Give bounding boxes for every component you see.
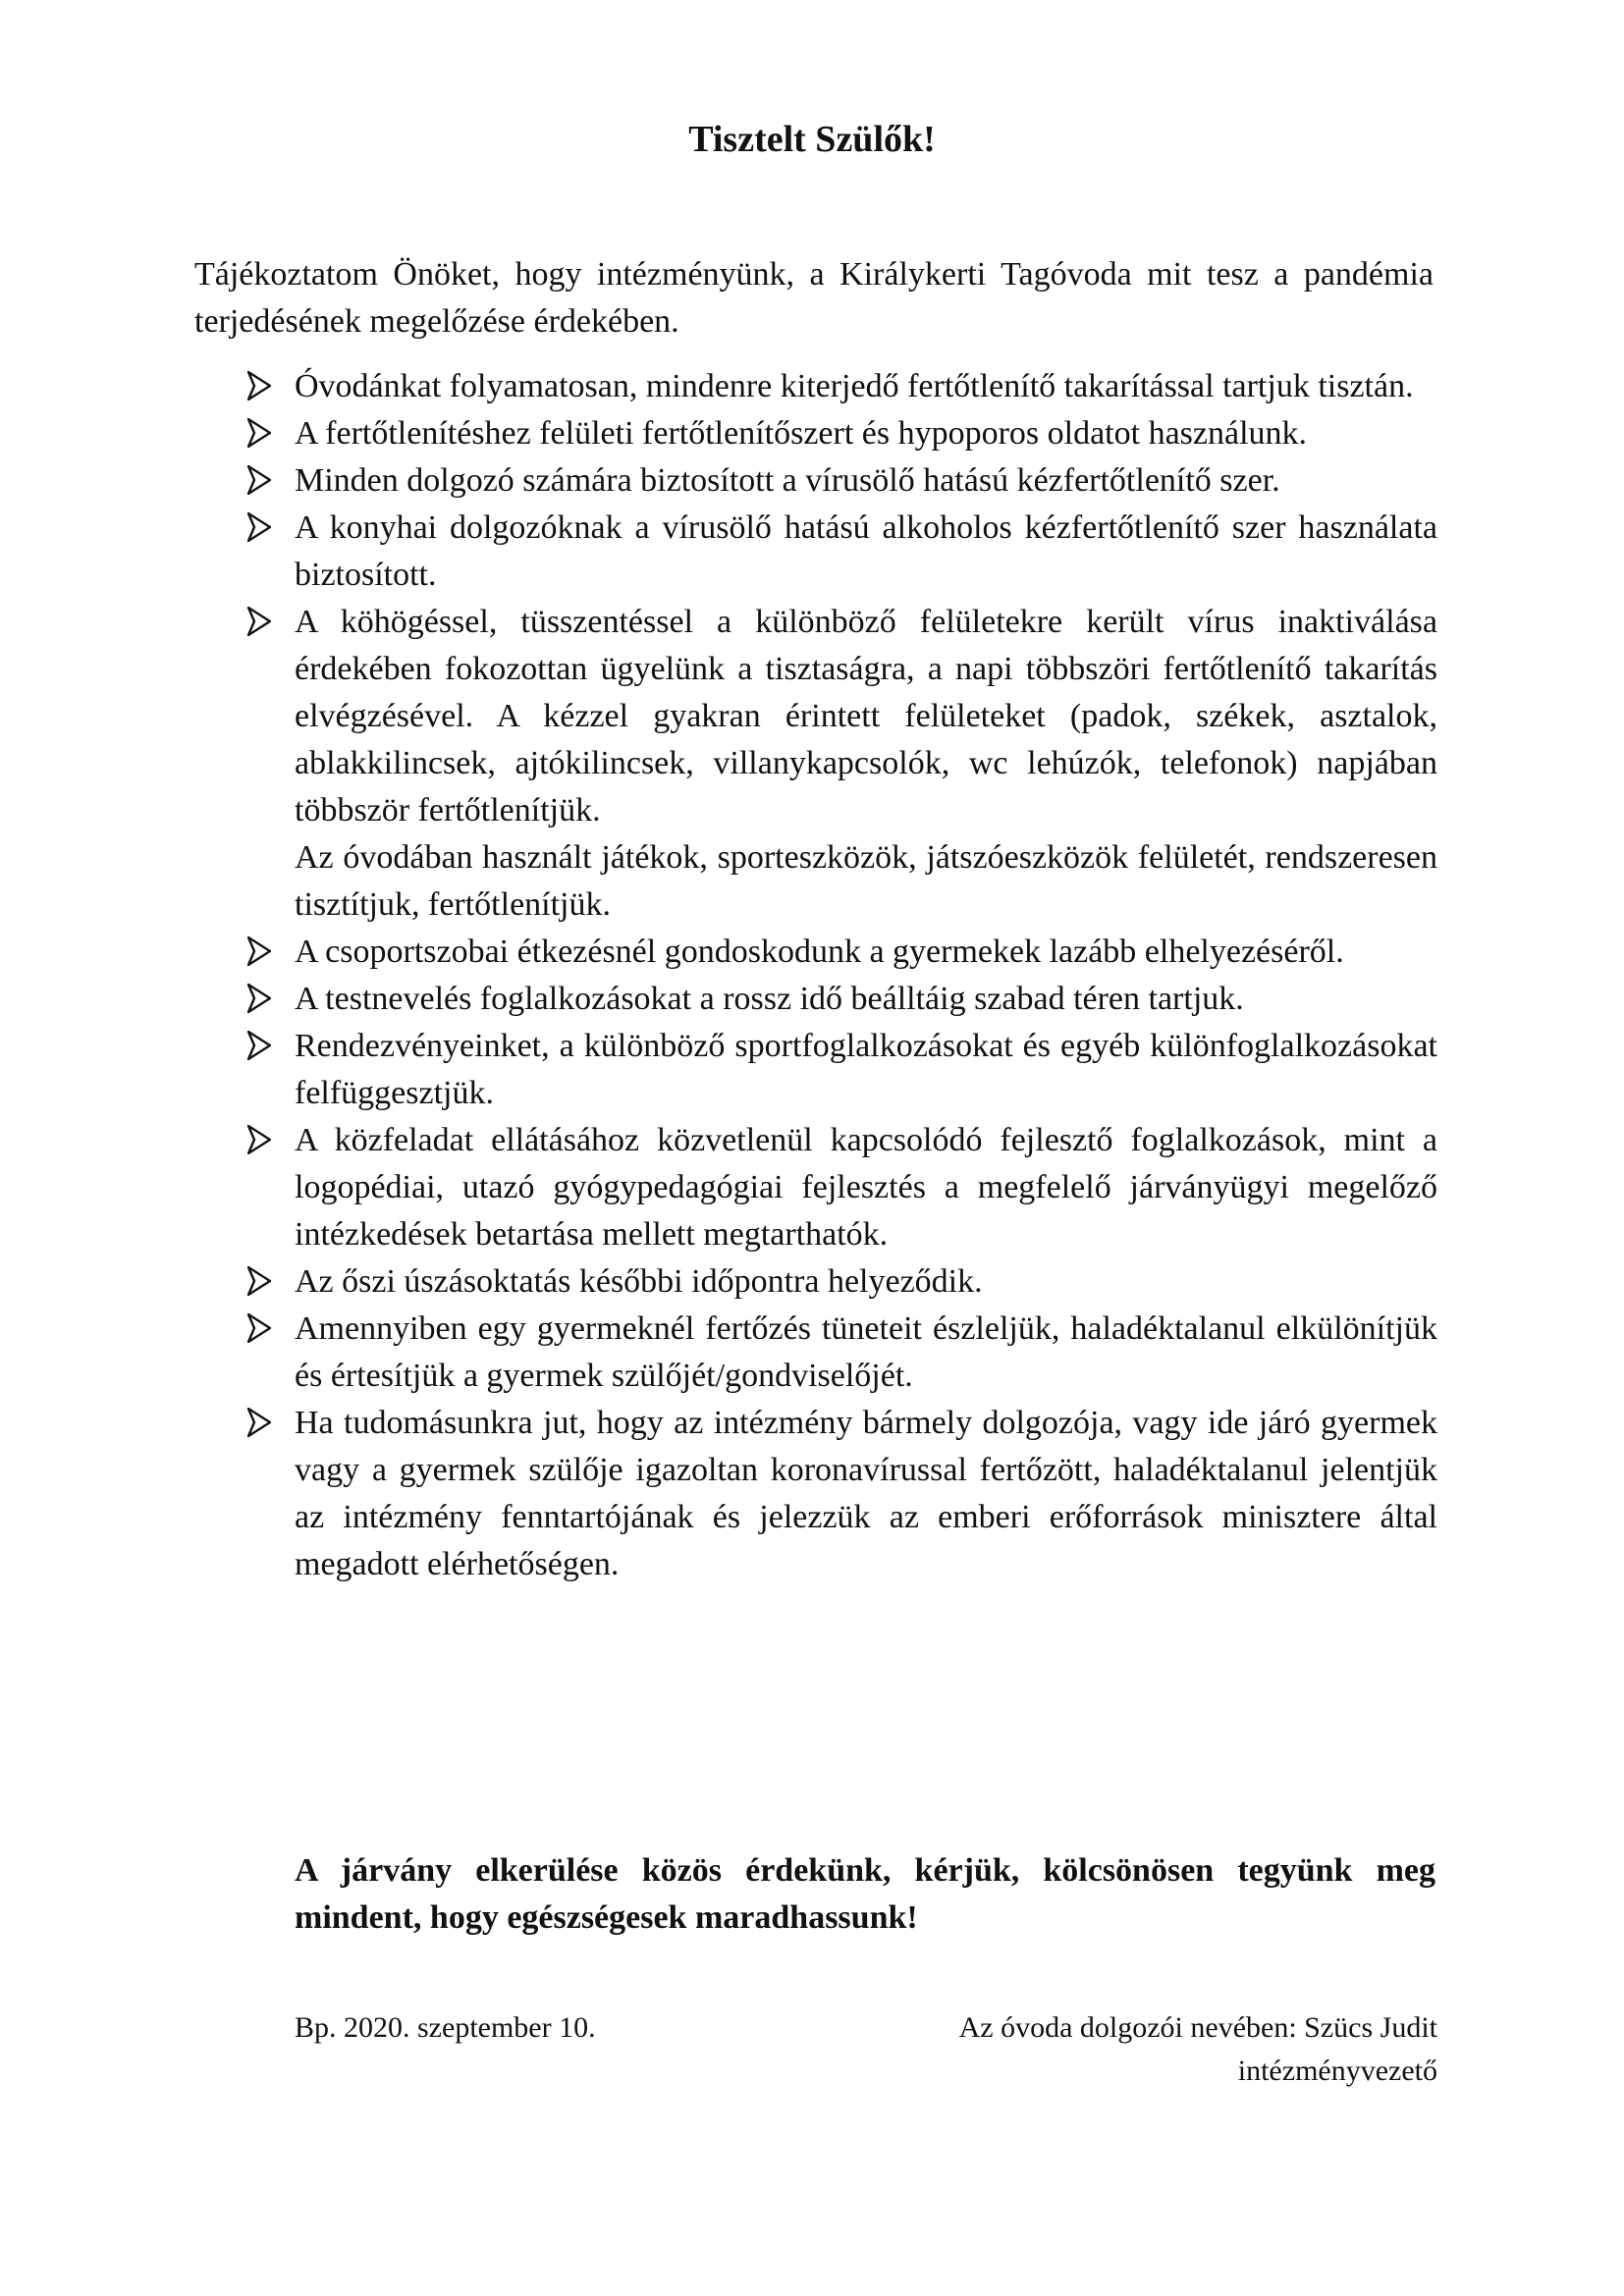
signature-line-1: Az óvoda dolgozói nevében: Szücs Judit [958, 2011, 1437, 2044]
arrowhead-bullet-icon [247, 607, 271, 636]
arrowhead-bullet-icon [247, 371, 271, 400]
measure-text: Amennyiben egy gyermeknél fertőzés tüneteit észleljük, haladéktalanul elkülönítjük és értesítjük a gyermek szülőjét/gondviselőjét. [295, 1310, 1437, 1394]
measure-item-12 [247, 1400, 1437, 1588]
signature-block [844, 2006, 1437, 2093]
measure-text: Minden dolgozó számára biztosított a vírusölő hatású kézfertőtlenítő szer. [295, 462, 1280, 499]
intro-paragraph: Tájékoztatom Önöket, hogy intézményünk, a Királykerti Tagóvoda mit tesz a pandémia terjedésének megelőzése érdekében. [194, 256, 1434, 340]
measure-text: Az őszi úszásoktatás későbbi időpontra helyeződik. [295, 1263, 983, 1300]
measure-text: A konyhai dolgozóknak a vírusölő hatású alkoholos kézfertőtlenítő szer használata biztosított. [295, 509, 1437, 593]
arrowhead-bullet-icon [247, 512, 271, 542]
measure-item-10 [247, 1258, 1437, 1306]
arrowhead-bullet-icon [247, 418, 271, 448]
measure-item-4 [247, 505, 1437, 599]
measure-item-2 [247, 410, 1437, 457]
measure-item-6 [247, 929, 1437, 976]
measure-text: A köhögéssel, tüsszentéssel a különböző felületekre került vírus inaktiválása érdekében fokozottan ügyelünk a tisztaságra, a napi többszöri fertőtlenítő takarítás elvégzésével. A kézzel gyakran érintett felületeket (padok, székek, asztalok, ablakkilincsek, ajtókilincsek, villanykapcsolók, wc lehúzók, telefonok) napjában többször fertőtlenítjük. [295, 604, 1437, 828]
measure-item-8 [247, 1023, 1437, 1117]
arrowhead-bullet-icon [247, 936, 271, 966]
measures-list [247, 363, 1437, 1588]
measure-extra-text: Az óvodában használt játékok, sporteszközök, játszóeszközök felületét, rendszeresen tisztítjuk, fertőtlenítjük. [295, 839, 1437, 923]
arrowhead-bullet-icon [247, 984, 271, 1013]
measure-item-11 [247, 1306, 1437, 1400]
arrowhead-bullet-icon [247, 465, 271, 495]
closing-statement: A járvány elkerülése közös érdekünk, kérjük, kölcsönösen tegyünk meg mindent, hogy egészségesek maradhassunk! [295, 1852, 1435, 1936]
measure-text: Óvodánkat folyamatosan, mindenre kiterjedő fertőtlenítő takarítással tartjuk tisztán. [295, 368, 1414, 404]
measure-item-9 [247, 1117, 1437, 1258]
measure-item-5 [247, 599, 1437, 929]
arrowhead-bullet-icon [247, 1031, 271, 1060]
measure-text: A közfeladat ellátásához közvetlenül kapcsolódó fejlesztő foglalkozások, mint a logopédiai, utazó gyógypedagógiai fejlesztés a megfelelő járványügyi megelőző intézkedések betartása mellett megtarthatók. [295, 1122, 1437, 1253]
measure-item-7 [247, 976, 1437, 1023]
measure-item-1 [247, 363, 1437, 410]
measure-text: Rendezvényeinket, a különböző sportfoglalkozásokat és egyéb különfoglalkozásokat felfüggesztjük. [295, 1028, 1437, 1111]
document-title: Tisztelt Szülők! [688, 119, 936, 160]
arrowhead-bullet-icon [247, 1313, 271, 1343]
measure-item-3 [247, 457, 1437, 505]
measure-text: A csoportszobai étkezésnél gondoskodunk a gyermekek lazább elhelyezéséről. [295, 934, 1344, 970]
measure-text: A testnevelés foglalkozásokat a rossz idő beálltáig szabad téren tartjuk. [295, 981, 1244, 1017]
arrowhead-bullet-icon [247, 1408, 271, 1437]
arrowhead-bullet-icon [247, 1266, 271, 1296]
document-date: Bp. 2020. szeptember 10. [295, 2011, 596, 2044]
measure-text: Ha tudomásunkra jut, hogy az intézmény bármely dolgozója, vagy ide járó gyermek vagy a gyermek szülője igazoltan koronavírussal fertőzött, haladéktalanul jelentjük az intézmény fenntartójának és jelezzük az emberi erőforrások minisztere által megadott elérhetőségen. [295, 1405, 1437, 1582]
arrowhead-bullet-icon [247, 1125, 271, 1154]
signature-line-2: intézményvezető [1237, 2055, 1437, 2087]
measure-text: A fertőtlenítéshez felületi fertőtlenítőszert és hypoporos oldatot használunk. [295, 415, 1308, 452]
